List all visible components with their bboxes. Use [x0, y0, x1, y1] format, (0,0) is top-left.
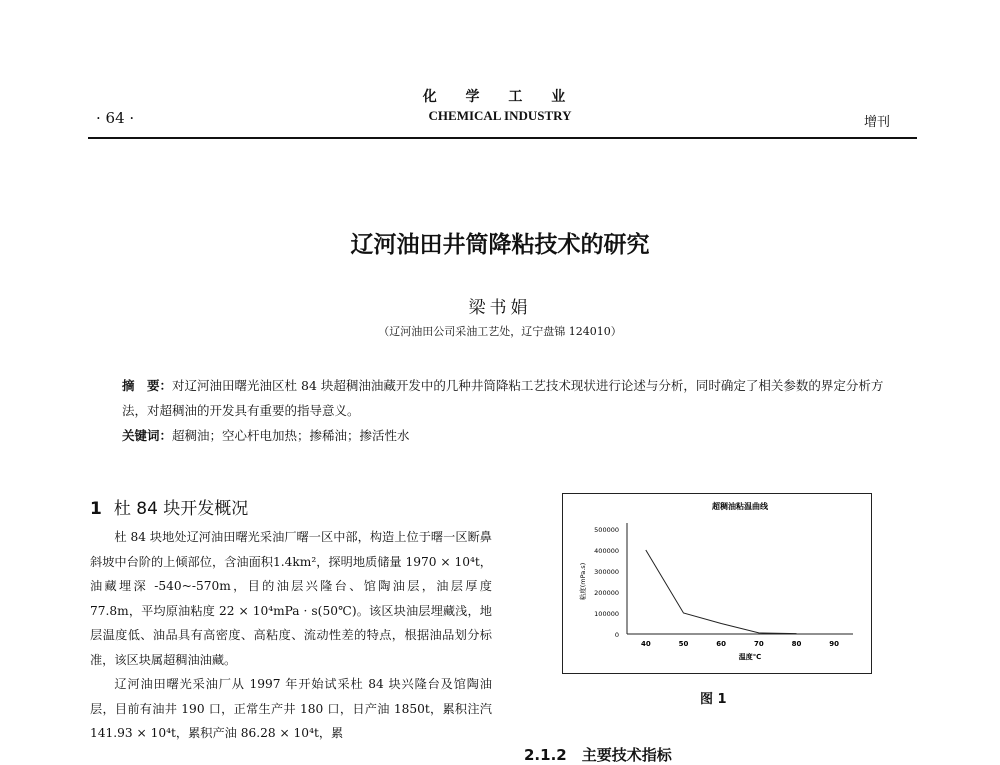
body-column-left [90, 525, 492, 746]
section-number: 1 [90, 499, 102, 519]
x-tick-label: 70 [753, 640, 764, 648]
chart-title: 超稠油粘温曲线 [712, 502, 768, 511]
viscosity-temperature-chart [563, 494, 871, 673]
subsection-heading: 2.1.2 主要技术指标 [524, 746, 672, 764]
figure-frame [562, 493, 872, 674]
header-rule [88, 137, 917, 139]
x-tick-label: 80 [791, 640, 802, 648]
keywords-label: 关键词： [122, 428, 173, 443]
x-axis-label: 温度℃ [738, 653, 762, 661]
y-tick-label: 0 [614, 631, 619, 639]
abstract [122, 373, 884, 423]
y-tick-label: 300000 [594, 568, 619, 576]
article-author: 梁书娟 [468, 298, 532, 318]
page-number: · 64 · [96, 109, 135, 127]
body-paragraph: 杜 84 块地处辽河油田曙光采油厂曙一区中部，构造上位于曙一区断鼻斜坡中台阶的上倾部位，含油面积1.4km²，探明地质储量 1970 × 10⁴t，油藏埋深 -540~-570m，目的油层兴隆台、馆陶油层，油层厚度 77.8m，平均原油粘度 22 × 10⁴mPa · s(50℃)。该区块油层埋藏浅，地层温度低、油品具有高密度、高粘度、流动性差的特点，根据油品划分标准，该区块属超稠油油藏。 [90, 530, 492, 667]
y-tick-label: 500000 [594, 526, 619, 534]
y-tick-label: 100000 [594, 610, 619, 618]
y-tick-label: 200000 [594, 589, 619, 597]
y-axis-label: 粘度(mPa.s) [579, 562, 587, 601]
author-affiliation: （辽河油田公司采油工艺处，辽宁盘锦 124010） [378, 325, 622, 338]
article-title: 辽河油田井筒降粘技术的研究 [350, 232, 650, 258]
section-title: 杜 84 块开发概况 [113, 499, 249, 519]
series-line [646, 550, 797, 634]
keywords [122, 426, 884, 446]
y-tick-label: 400000 [594, 547, 619, 555]
body-paragraph: 辽河油田曙光采油厂从 1997 年开始试采杜 84 块兴隆台及馆陶油层，目前有油井 190 口，正常生产井 180 口，日产油 1850t，累积注汽 141.93 × 10⁴t，累积产油 86.28 × 10⁴t，累 [90, 677, 492, 740]
x-tick-label: 60 [716, 640, 727, 648]
x-tick-label: 90 [829, 640, 840, 648]
keywords-text: 超稠油；空心杆电加热；掺稀油；掺活性水 [172, 428, 410, 443]
section-heading [90, 494, 248, 519]
x-tick-label: 40 [640, 640, 651, 648]
figure-caption: 图 1 [700, 692, 727, 707]
journal-name-en: CHEMICAL INDUSTRY [428, 108, 572, 123]
issue-label: 增刊 [864, 115, 891, 130]
journal-name-cn: 化 学 工 业 [422, 89, 578, 105]
x-tick-label: 50 [678, 640, 689, 648]
abstract-text: 对辽河油田曙光油区杜 84 块超稠油油藏开发中的几种井筒降粘工艺技术现状进行论述与分析，同时确定了相关参数的界定分析方法，对超稠油的开发具有重要的指导意义。 [122, 378, 884, 418]
abstract-label: 摘 要： [122, 378, 173, 393]
